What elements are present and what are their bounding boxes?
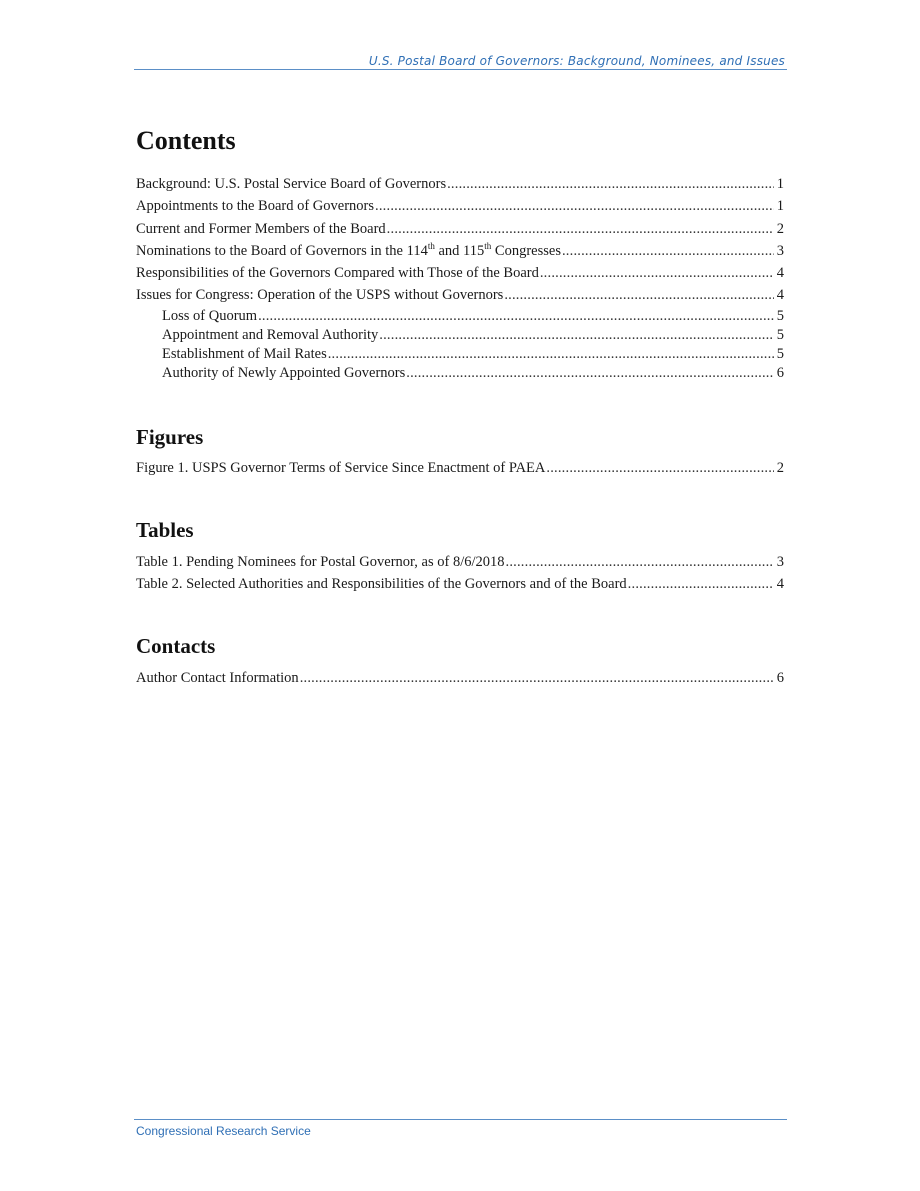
dot-leader — [628, 573, 774, 595]
toc-page-number: 5 — [776, 346, 784, 363]
toc-page-number: 3 — [776, 554, 784, 570]
toc-page-number: 1 — [776, 198, 784, 215]
figures-list — [136, 457, 784, 479]
running-header — [134, 53, 787, 70]
toc-subentry-appointment-removal[interactable] — [136, 326, 784, 345]
toc-entry-members[interactable] — [136, 218, 784, 240]
toc-entry-table-1[interactable] — [136, 551, 784, 573]
dot-leader — [300, 667, 774, 689]
dot-leader — [504, 284, 773, 306]
toc-entry-nominations[interactable] — [136, 240, 784, 262]
contacts-heading: Contacts — [136, 634, 216, 658]
toc-entry-table-2[interactable] — [136, 573, 784, 595]
dot-leader — [379, 326, 773, 345]
tables-heading: Tables — [136, 518, 194, 542]
page-footer — [134, 1119, 787, 1138]
dot-leader — [387, 218, 774, 240]
toc-entry-background[interactable] — [136, 173, 784, 195]
toc-subentry-quorum[interactable] — [136, 307, 784, 326]
toc-entry-label: Appointment and Removal Authority — [162, 326, 379, 343]
toc-page-number: 6 — [776, 365, 784, 382]
toc-page-number: 4 — [776, 576, 784, 593]
dot-leader — [540, 262, 774, 284]
toc-entry-label: Responsibilities of the Governors Compared with Those of the Board — [136, 265, 539, 282]
running-header-title: U.S. Postal Board of Governors: Background, Nominees, and Issues — [368, 54, 785, 68]
contacts-list — [136, 667, 784, 689]
toc-entry-label: Loss of Quorum — [162, 307, 258, 324]
toc-entry-appointments[interactable] — [136, 195, 784, 217]
toc-entry-label: Background: U.S. Postal Service Board of Governors — [136, 176, 447, 192]
toc-entry-label: Table 1. Pending Nominees for Postal Governor, as of 8/6/2018 — [136, 554, 505, 570]
toc-entry-label: Author Contact Information — [136, 670, 299, 686]
toc-page-number: 6 — [776, 670, 784, 686]
toc-entry-label: Nominations to the Board of Governors in the 114th and 115th Congresses — [136, 240, 561, 259]
toc-page-number: 4 — [776, 265, 784, 282]
toc-entry-issues[interactable] — [136, 284, 784, 306]
toc-page-number: 3 — [776, 242, 784, 259]
dot-leader — [258, 307, 774, 326]
toc-subentry-mail-rates[interactable] — [136, 345, 784, 364]
toc-entry-label: Appointments to the Board of Governors — [136, 198, 375, 215]
dot-leader — [406, 364, 774, 383]
toc-page-number: 2 — [776, 220, 784, 237]
dot-leader — [375, 195, 774, 217]
toc-page-number: 1 — [776, 176, 784, 192]
dot-leader — [328, 345, 774, 364]
toc-subentry-new-governors[interactable] — [136, 364, 784, 383]
toc-entry-label: Current and Former Members of the Board — [136, 220, 386, 237]
toc-entry-label: Issues for Congress: Operation of the USPS without Governors — [136, 287, 504, 304]
dot-leader — [546, 457, 773, 479]
tables-list — [136, 551, 784, 596]
toc-entry-label: Authority of Newly Appointed Governors — [162, 365, 406, 382]
toc-page-number: 2 — [776, 460, 784, 476]
toc-entry-figure-1[interactable] — [136, 457, 784, 479]
toc-page-number: 5 — [776, 326, 784, 343]
toc-entry-author-contact[interactable] — [136, 667, 784, 689]
dot-leader — [506, 551, 774, 573]
contents-list — [136, 173, 784, 384]
contents-heading: Contents — [136, 126, 236, 155]
toc-entry-label: Table 2. Selected Authorities and Responsibilities of the Governors and of the Board — [136, 576, 627, 593]
dot-leader — [562, 240, 774, 262]
toc-page-number: 4 — [776, 287, 784, 304]
toc-entry-responsibilities[interactable] — [136, 262, 784, 284]
toc-entry-label: Figure 1. USPS Governor Terms of Service Since Enactment of PAEA — [136, 460, 546, 476]
toc-entry-label: Establishment of Mail Rates — [162, 346, 327, 363]
footer-organization: Congressional Research Service — [136, 1124, 311, 1138]
figures-heading: Figures — [136, 425, 204, 449]
toc-page-number: 5 — [776, 307, 784, 324]
dot-leader — [447, 173, 774, 195]
